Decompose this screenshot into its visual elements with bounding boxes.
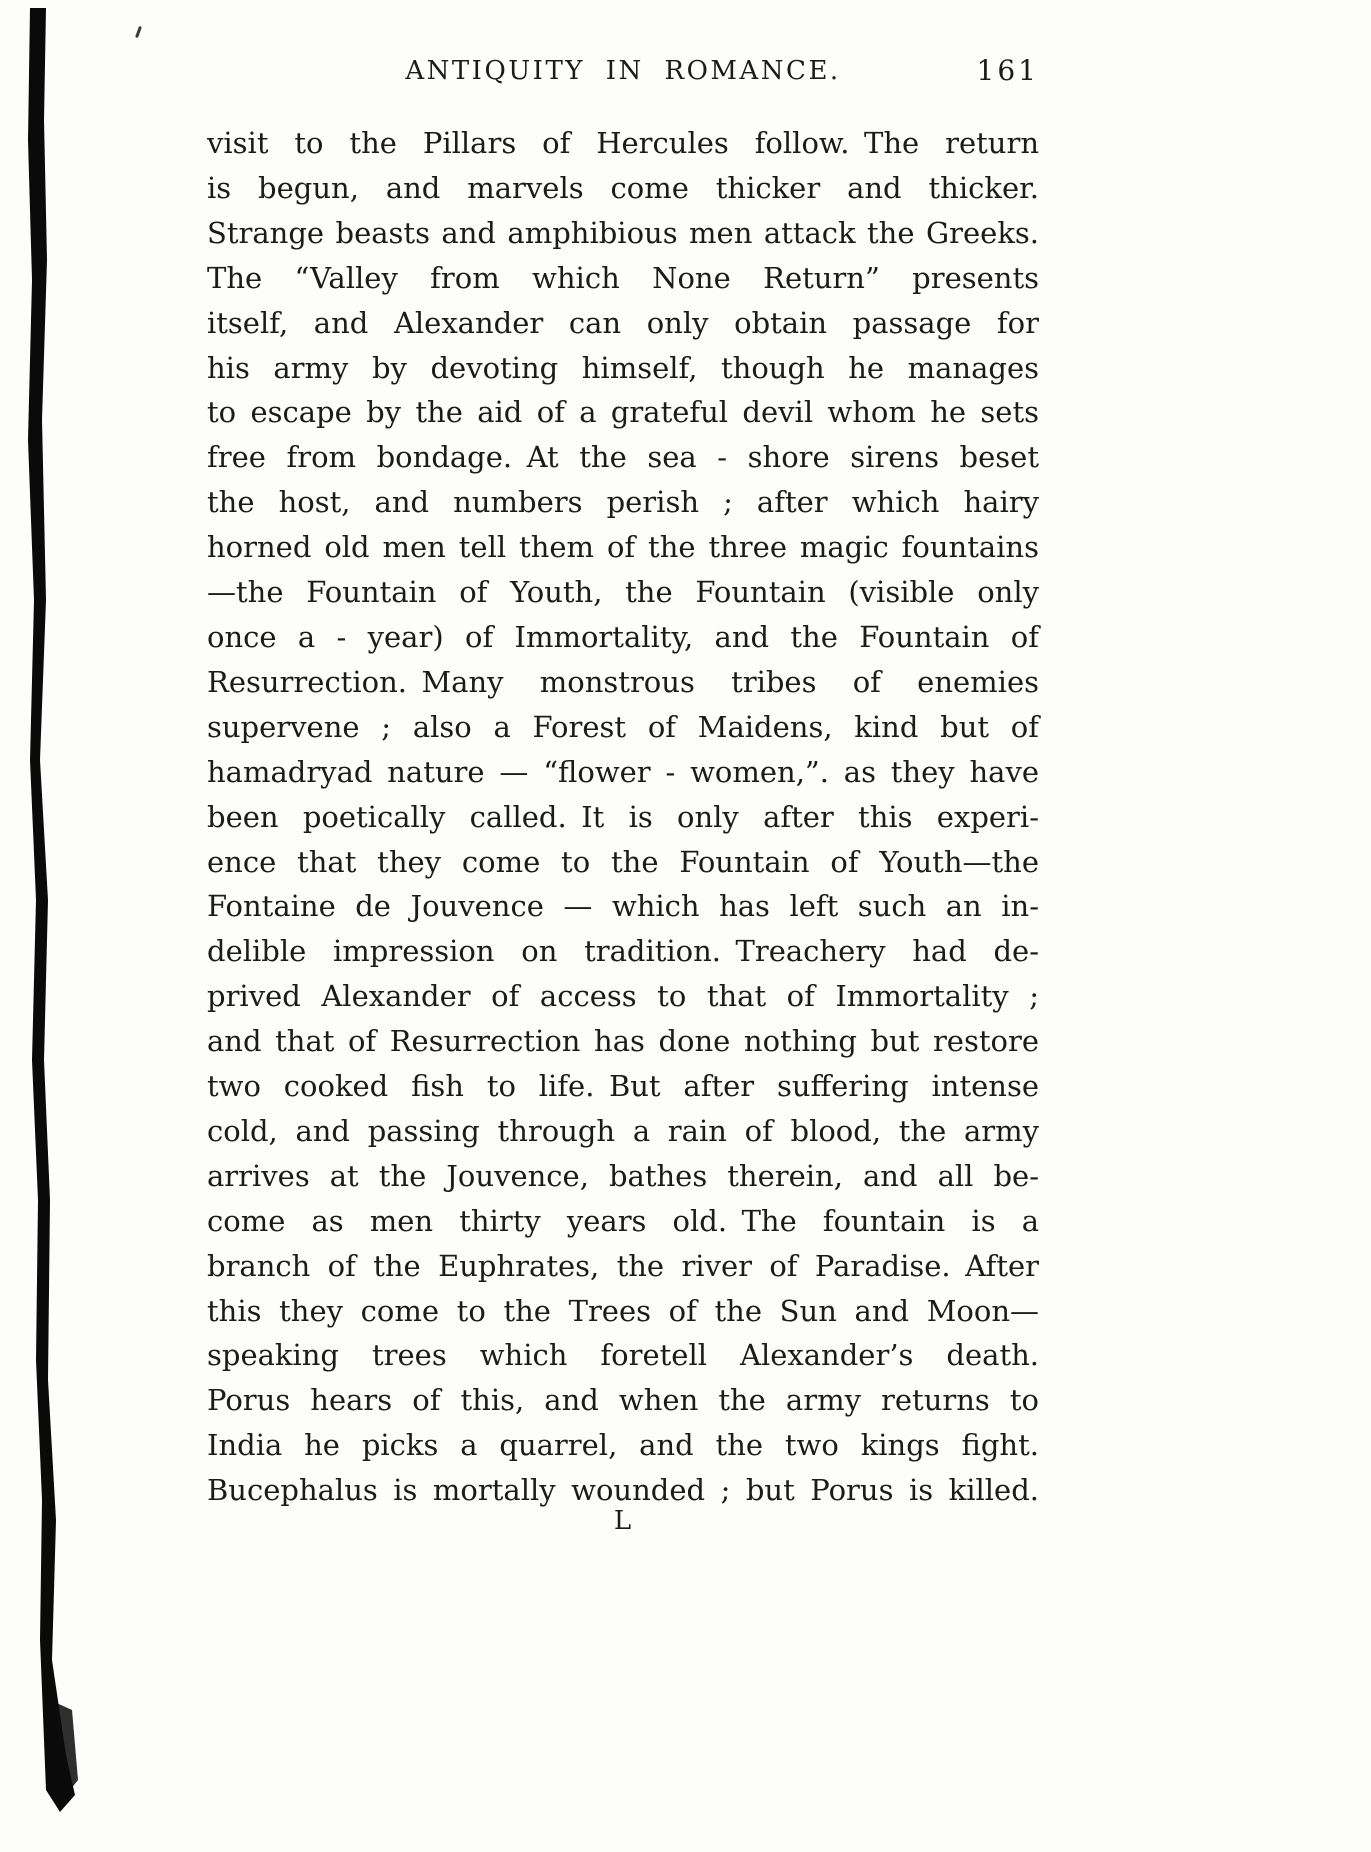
- text-line: the host, and numbers perish ; after which hairy: [207, 485, 1039, 520]
- text-line: ence that they come to the Fountain of Youth—the: [207, 844, 1039, 879]
- text-line: free from bondage. At the sea - shore sirens beset: [207, 440, 1039, 475]
- text-line: been poetically called. It is only after this experi-: [207, 799, 1039, 834]
- text-line: The “Valley from which None Return” presents: [207, 260, 1039, 295]
- text-line: his army by devoting himself, though he manages: [207, 350, 1039, 385]
- text-line: prived Alexander of access to that of Immortality ;: [207, 979, 1039, 1014]
- text-line: delible impression on tradition. Treachery had de-: [207, 934, 1039, 969]
- running-head-title: ANTIQUITY IN ROMANCE.: [405, 56, 841, 86]
- text-line: to escape by the aid of a grateful devil whom he sets: [207, 395, 1039, 430]
- footer: [207, 1506, 1039, 1536]
- text-line: India he picks a quarrel, and the two kings fight.: [207, 1428, 1039, 1463]
- binding-shadow: [0, 0, 100, 1852]
- text-line: visit to the Pillars of Hercules follow. The return: [207, 126, 1039, 160]
- text-line: come as men thirty years old. The fountain is a: [207, 1203, 1039, 1238]
- text-line: two cooked fish to life. But after suffering intense: [207, 1069, 1039, 1104]
- text-line: branch of the Euphrates, the river of Paradise. After: [207, 1248, 1039, 1283]
- body-text: [207, 121, 1039, 1513]
- scan-speck: [135, 26, 142, 38]
- text-line: supervene ; also a Forest of Maidens, kind but of: [207, 709, 1039, 744]
- page-number: 161: [976, 54, 1039, 87]
- text-line: speaking trees which foretell Alexander’s death.: [207, 1338, 1039, 1373]
- text-line: hamadryad nature — “flower - women,”. as they have: [207, 754, 1039, 789]
- text-line: Bucephalus is mortally wounded ; but Porus is killed.: [207, 1473, 1039, 1508]
- text-line: once a - year) of Immortality, and the Fountain of: [207, 619, 1039, 654]
- text-line: Fontaine de Jouvence — which has left such an in-: [207, 889, 1039, 924]
- text-line: arrives at the Jouvence, bathes therein, and all be-: [207, 1158, 1039, 1193]
- text-line: Porus hears of this, and when the army returns to: [207, 1383, 1039, 1418]
- text-line: horned old men tell them of the three magic fountains: [207, 530, 1039, 565]
- text-line: is begun, and marvels come thicker and thicker.: [207, 170, 1039, 205]
- text-line: this they come to the Trees of the Sun and Moon—: [207, 1293, 1039, 1328]
- text-line: Strange beasts and amphibious men attack the Greeks.: [207, 215, 1039, 250]
- text-line: and that of Resurrection has done nothing but restore: [207, 1024, 1039, 1059]
- running-header: [207, 56, 1039, 96]
- signature-mark: L: [613, 1506, 633, 1536]
- text-line: cold, and passing through a rain of blood, the army: [207, 1113, 1039, 1148]
- text-line: itself, and Alexander can only obtain passage for: [207, 305, 1039, 340]
- text-line: Resurrection. Many monstrous tribes of enemies: [207, 664, 1039, 699]
- text-line: —the Fountain of Youth, the Fountain (visible only: [207, 575, 1039, 610]
